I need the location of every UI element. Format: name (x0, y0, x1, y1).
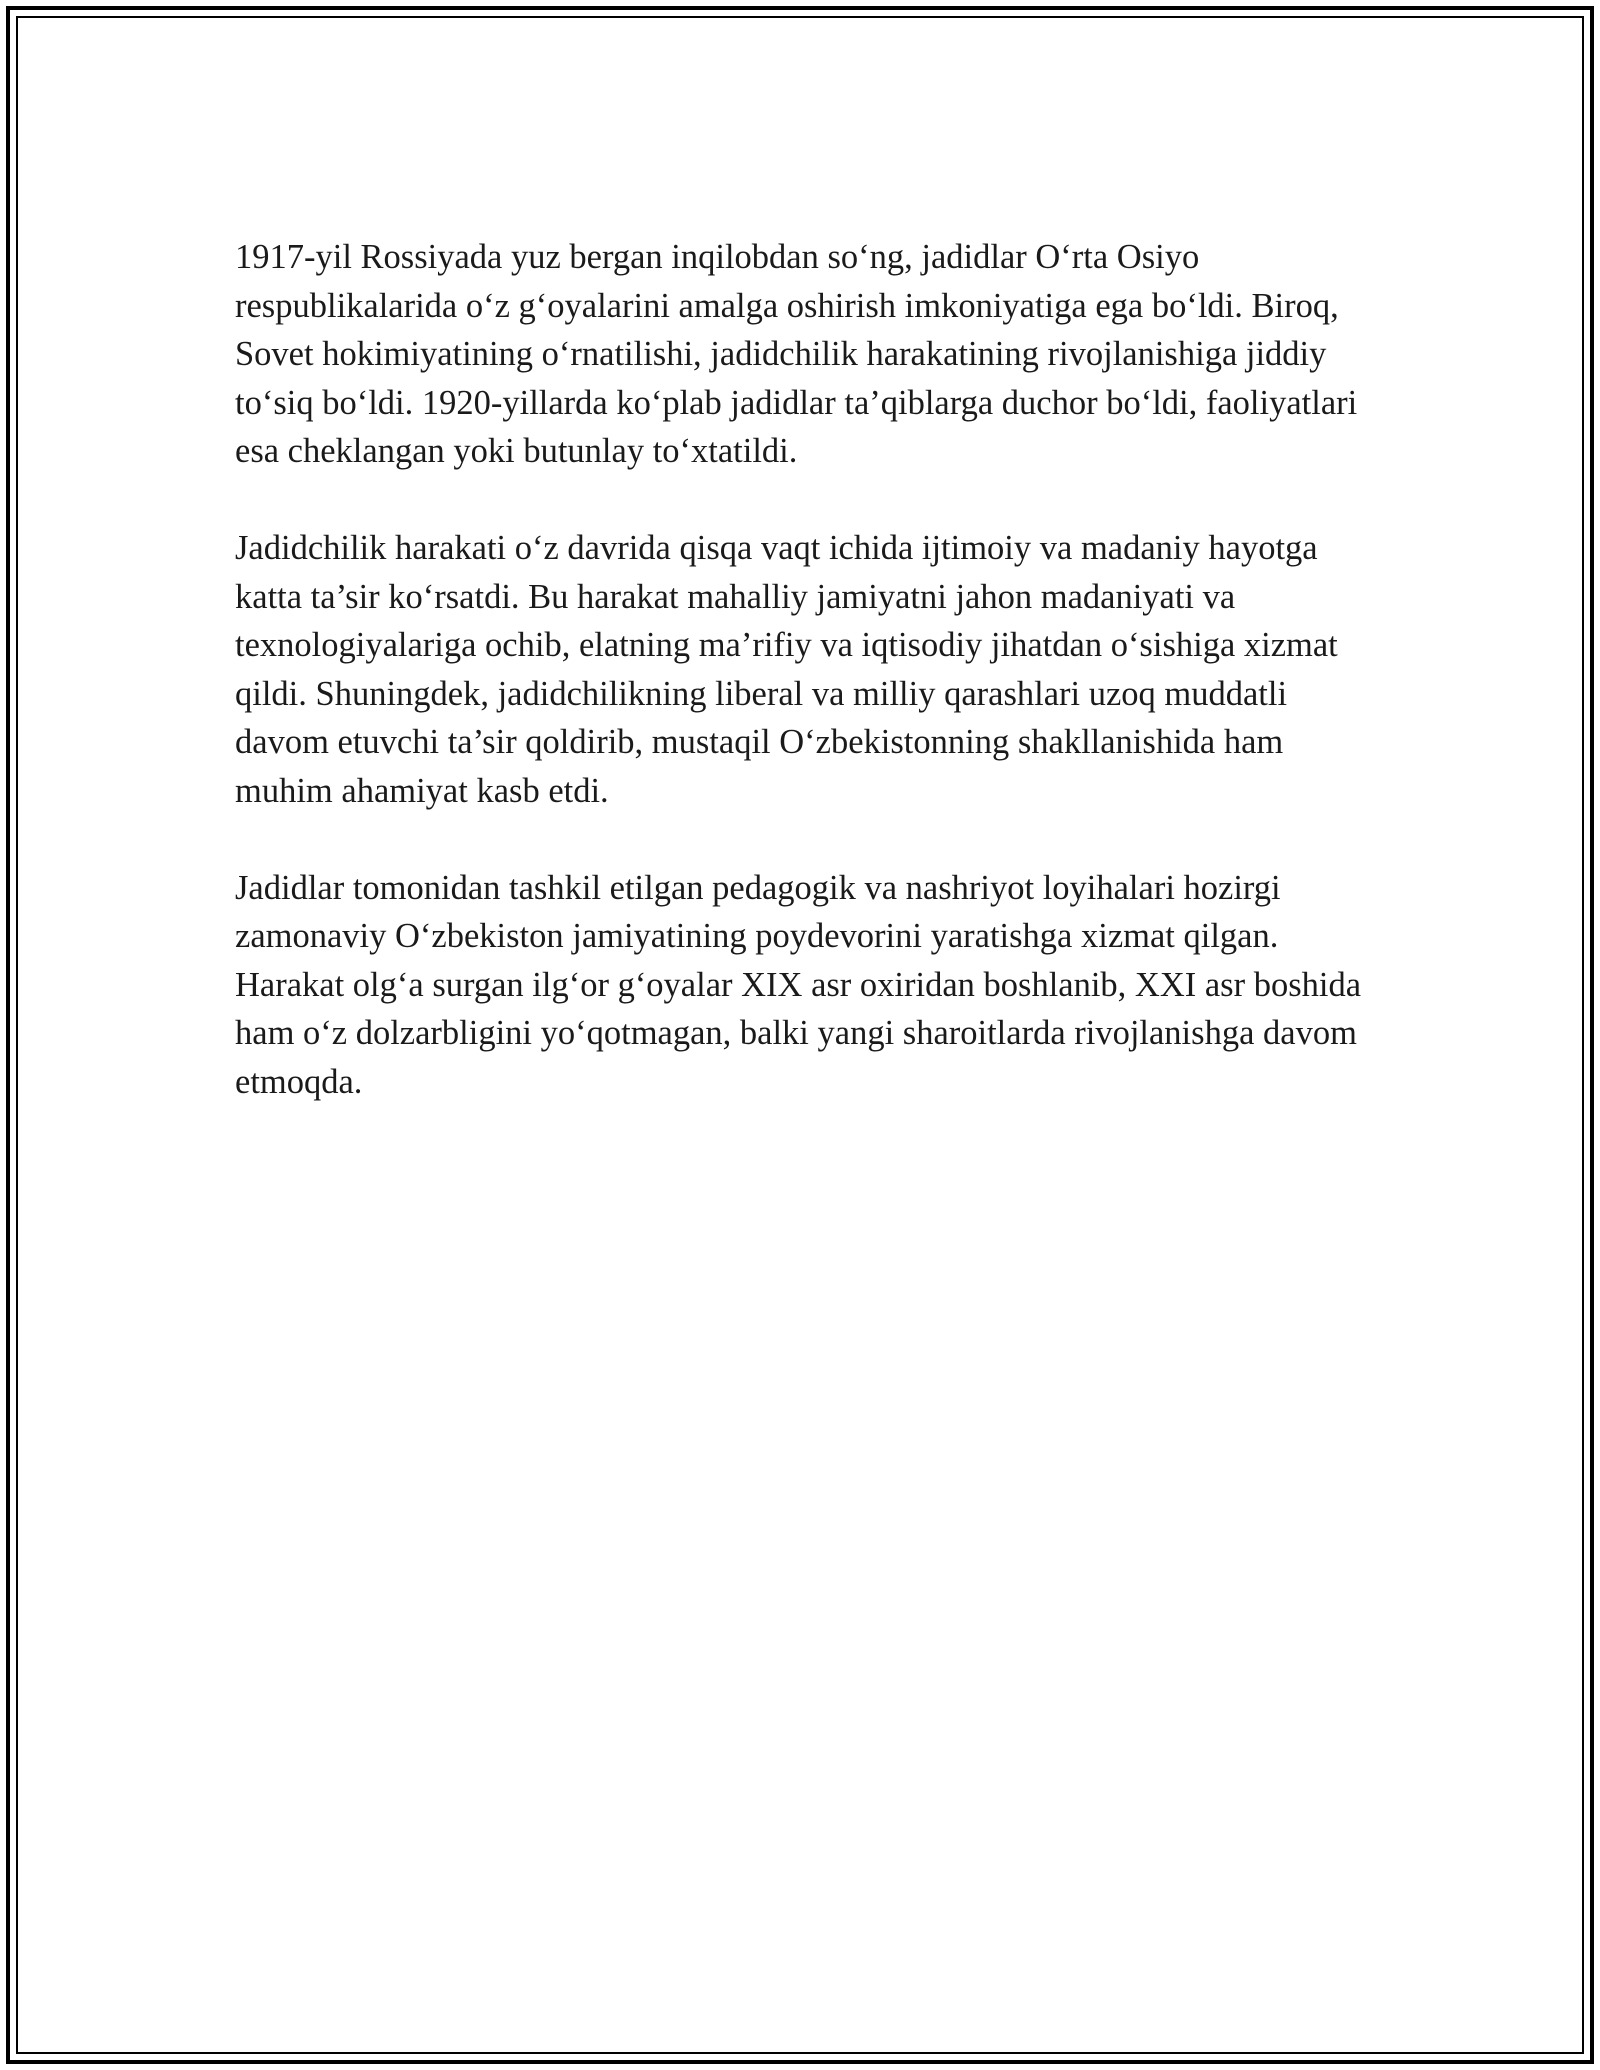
paragraph-2: Jadidchilik harakati o‘z davrida qisqa vaqt ichida ijtimoiy va madaniy hayotga katta ta’sir ko‘rsatdi. Bu harakat mahalliy jamiyatni jahon madaniyati va texnologiyalariga ochib, elatning ma’rifiy va iqtisodiy jihatdan o‘sishiga xizmat qildi. Shuningdek, jadidchilikning liberal va milliy qarashlari uzoq muddatli davom etuvchi ta’sir qoldirib, mustaqil O‘zbekistonning shakllanishida ham muhim ahamiyat kasb etdi. (235, 529, 1338, 810)
document-body (235, 233, 1385, 1155)
paragraph-3: Jadidlar tomonidan tashkil etilgan pedagogik va nashriyot loyihalari hozirgi zamonaviy O‘zbekiston jamiyatining poydevorini yaratishga xizmat qilgan. Harakat olg‘a surgan ilg‘or g‘oyalar XIX asr oxiridan boshlanib, XXI asr boshida ham o‘z dolzarbligini yo‘qotmagan, balki yangi sharoitlarda rivojlanishga davom etmoqda. (235, 868, 1362, 1101)
paragraph-1: 1917-yil Rossiyada yuz bergan inqilobdan so‘ng, jadidlar O‘rta Osiyo respublikalarida o‘z g‘oyalarini amalga oshirish imkoniyatiga ega bo‘ldi. Biroq, Sovet hokimiyatining o‘rnatilishi, jadidchilik harakatining rivojlanishiga jiddiy to‘siq bo‘ldi. 1920-yillarda ko‘plab jadidlar ta’qiblarga duchor bo‘ldi, faoliyatlari esa cheklangan yoki butunlay to‘xtatildi. (235, 238, 1358, 470)
